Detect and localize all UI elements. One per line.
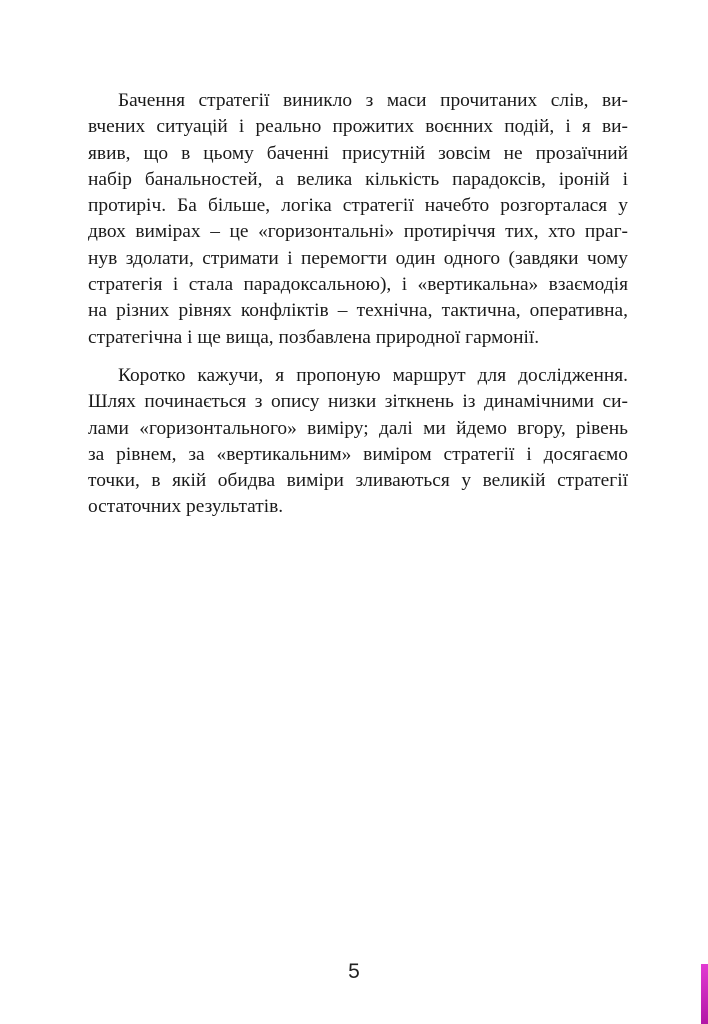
text-line: протиріч. Ба більше, логіка стратегії начебто розгорталася у — [88, 195, 628, 217]
text-line: остаточних результатів. — [88, 496, 284, 518]
body-text — [88, 88, 628, 521]
text-line — [88, 363, 628, 389]
text-line-content: Бачення стратегії виникло з маси прочитаних слів, ви- — [118, 90, 628, 111]
text-line: явив, що в цьому баченні присутній зовсім не прозаїчний — [88, 142, 628, 164]
paragraph-2 — [88, 363, 628, 521]
text-line: Шлях починається з опису низки зіткнень із динамічними си- — [88, 391, 628, 413]
text-line: двох вимірах – це «горизонтальні» протиріччя тих, хто праг- — [88, 221, 628, 243]
text-line: нув здолати, стримати і перемогти один одного (завдяки чому — [88, 247, 628, 269]
page-number: 5 — [348, 960, 360, 983]
paragraph-1 — [88, 88, 628, 351]
text-line: стратегія і стала парадоксальною), і «вертикальна» взаємодія — [88, 274, 628, 296]
text-line: на різних рівнях конфліктів – технічна, тактична, оперативна, — [88, 300, 628, 322]
text-line: лами «горизонтального» виміру; далі ми йдемо вгору, рівень — [88, 417, 628, 439]
text-line — [88, 88, 628, 114]
text-line-content: Коротко кажучи, я пропоную маршрут для дослідження. — [118, 364, 628, 386]
text-line: вчених ситуацій і реально прожитих воєнних подій, і я ви- — [88, 116, 628, 138]
text-line: стратегічна і ще вища, позбавлена природної гармонії. — [88, 326, 540, 348]
text-line: набір банальностей, а велика кількість парадоксів, іроній і — [88, 168, 628, 190]
text-line: точки, в якій обидва виміри зливаються у великій стратегії — [88, 470, 628, 492]
text-line: за рівнем, за «вертикальним» виміром стратегії і досягаємо — [88, 443, 628, 465]
page-edge-marker — [701, 964, 708, 1024]
